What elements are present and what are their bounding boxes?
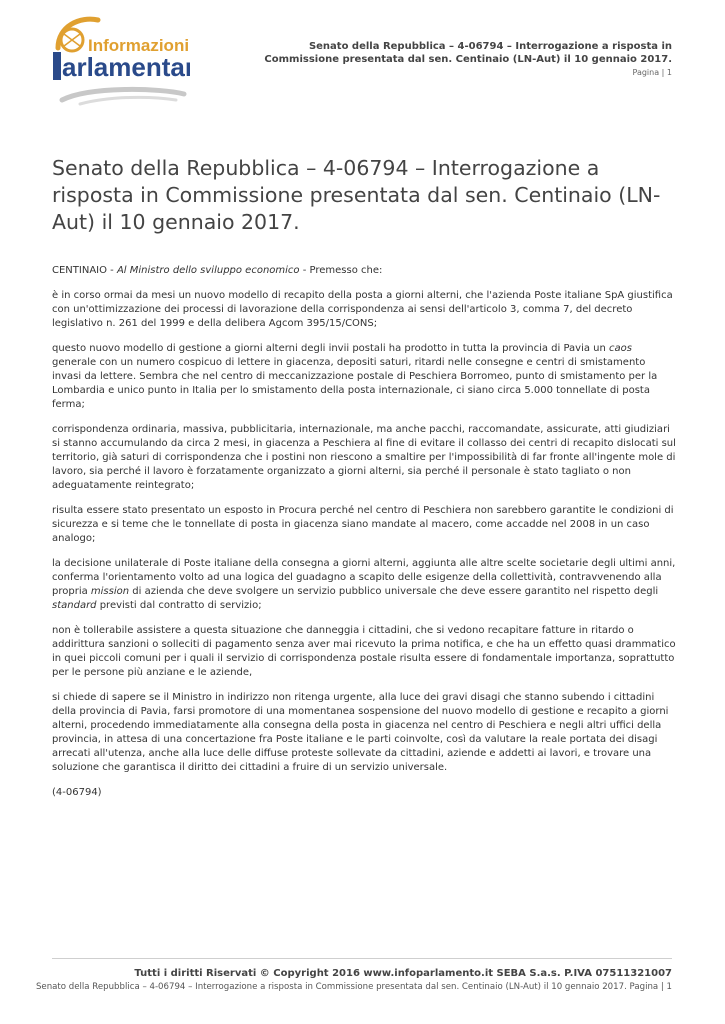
paragraph-3: corrispondenza ordinaria, massiva, pubblicitaria, internazionale, ma anche pacchi, raccomandate, assicurate, atti giudiziari si stanno accumulando da circa 2 mesi, in giacenza a Peschiera al fine di evitare il collasso dei centri di recapito dislocati sul territorio, già saturi di corrispondenza che i postini non riescono a smaltire per l'impossibilità di far fronte all'ingente mole di lavoro, sia perché il lavoro è forzatamente organizzato a giorni alterni, sia perché il personale è stato tagliato o non adeguatamente reintegrato;	[52, 424, 676, 491]
intro-paragraph	[52, 264, 677, 278]
paragraph-6: non è tollerabile assistere a questa situazione che danneggia i cittadini, che si vedono recapitare fatture in ritardo o addirittura sanzioni o solleciti di pagamento senza aver mai ricevuto la prima notifica, e che ha un effetto quasi drammatico in quei piccoli comuni per i quali il servizio di corrispondenza postale risulta essere di fondamentale importanza, soprattutto per le persone più anziane e le aziende,	[52, 625, 676, 678]
text-run-italic: standard	[52, 600, 97, 611]
paragraph-5	[52, 557, 677, 613]
footer-divider	[52, 958, 672, 959]
reference-number: (4-06794)	[52, 787, 102, 798]
paragraph-7: si chiede di sapere se il Ministro in indirizzo non ritenga urgente, alla luce dei gravi disagi che stanno subendo i cittadini della provincia di Pavia, farsi promotore di una momentanea sospensione del nuovo modello di gestione e recapito a giorni alterni, procedendo immediatamente alla consegna della posta in giacenza nel centro di Peschiera e negli altri uffici della provincia, in attesa di una concertazione fra Poste italiane e le parti coinvolte, così da valutare la reale portata dei disagi arrecati all'utenza, anche alla luce delle diffuse proteste sollevate da cittadini, aziende e addetti ai lavori, e trovare una soluzione che garantisca il diritto dei cittadini a fruire di un servizio universale.	[52, 692, 669, 773]
logo-top-text: Informazioni	[88, 36, 190, 55]
footer-page-number: Pagina | 1	[629, 982, 672, 992]
text-run-italic: caos	[609, 343, 632, 354]
footer-doc-line	[36, 982, 672, 992]
author-name: CENTINAIO	[52, 265, 107, 276]
page-header	[252, 40, 672, 78]
text-run-italic: mission	[90, 586, 130, 597]
header-title-line-1: Senato della Repubblica – 4-06794 – Interrogazione a risposta in	[308, 41, 672, 52]
text-run: questo nuovo modello di gestione a giorni alterni degli invii postali ha prodotto in tutta la provincia di Pavia un	[52, 343, 610, 354]
header-page-number: Pagina | 1	[632, 68, 672, 77]
paragraph-4: risulta essere stato presentato un esposto in Procura perché nel centro di Peschiera non sarebbero garantite le condizioni di sicurezza e si teme che le tonnellate di posta in giacenza siano mandate al macero, come accadde nel 2008 in un caso analogo;	[52, 505, 674, 544]
text-run: previsti dal contratto di servizio;	[96, 600, 262, 611]
paragraph-1: è in corso ormai da mesi un nuovo modello di recapito della posta a giorni alterni, che l'azienda Poste italiane SpA giustifica con un'ottimizzazione dei processi di lavorazione della corrispondenza ai sensi dell'articolo 3, comma 7, del decreto legislativo n. 261 del 1999 e della delibera Agcom 395/15/CONS;	[52, 290, 673, 329]
logo-graphic	[50, 14, 190, 106]
document-body	[52, 264, 677, 811]
intro-separator: -	[106, 265, 117, 276]
premise: Premesso che:	[309, 265, 383, 276]
logo	[50, 14, 190, 106]
text-run: la decisione unilaterale di Poste italiane della consegna a giorni alterni, aggiunta alle altre scelte societarie degli ultimi anni, conferma l'orientamento volto ad una logica del guadagno a scapito delle esigenze della collettività, contravvenendo alla propria	[52, 558, 676, 597]
paragraph-2	[52, 342, 677, 412]
intro-separator: -	[299, 265, 310, 276]
text-run: di azienda che deve svolgere un servizio pubblico universale che deve essere garantito nel rispetto degli	[129, 586, 659, 597]
footer-copyright: Tutti i diritti Riservati © Copyright 2016 www.infoparlamento.it SEBA S.a.s. P.IVA 07511321007	[134, 968, 672, 979]
recipient: Al Ministro dello sviluppo economico	[116, 265, 300, 276]
header-title-line-2: Commissione presentata dal sen. Centinaio (LN-Aut) il 10 gennaio 2017.	[264, 54, 672, 65]
logo-bottom-text: arlamentari	[62, 52, 190, 82]
footer-doc-title: Senato della Repubblica – 4-06794 – Interrogazione a risposta in Commissione presentata dal sen. Centinaio (LN-Aut) il 10 gennaio 2017.	[35, 982, 627, 992]
text-run: generale con un numero cospicuo di lettere in giacenza, depositi saturi, ritardi nelle consegne e centri di smistamento invasi da lettere. Sembra che nel centro di meccanizzazione postale di Peschiera Borromeo, punto di smistamento per la Lombardia e unico punto in Italia per lo smistamento della posta internazionale, ci siano circa 5.000 tonnellate di posta ferma;	[52, 357, 658, 410]
document-title: Senato della Repubblica – 4-06794 – Interrogazione a risposta in Commissione presentata dal sen. Centinaio (LN-Aut) il 10 gennaio 2017.	[52, 156, 661, 234]
